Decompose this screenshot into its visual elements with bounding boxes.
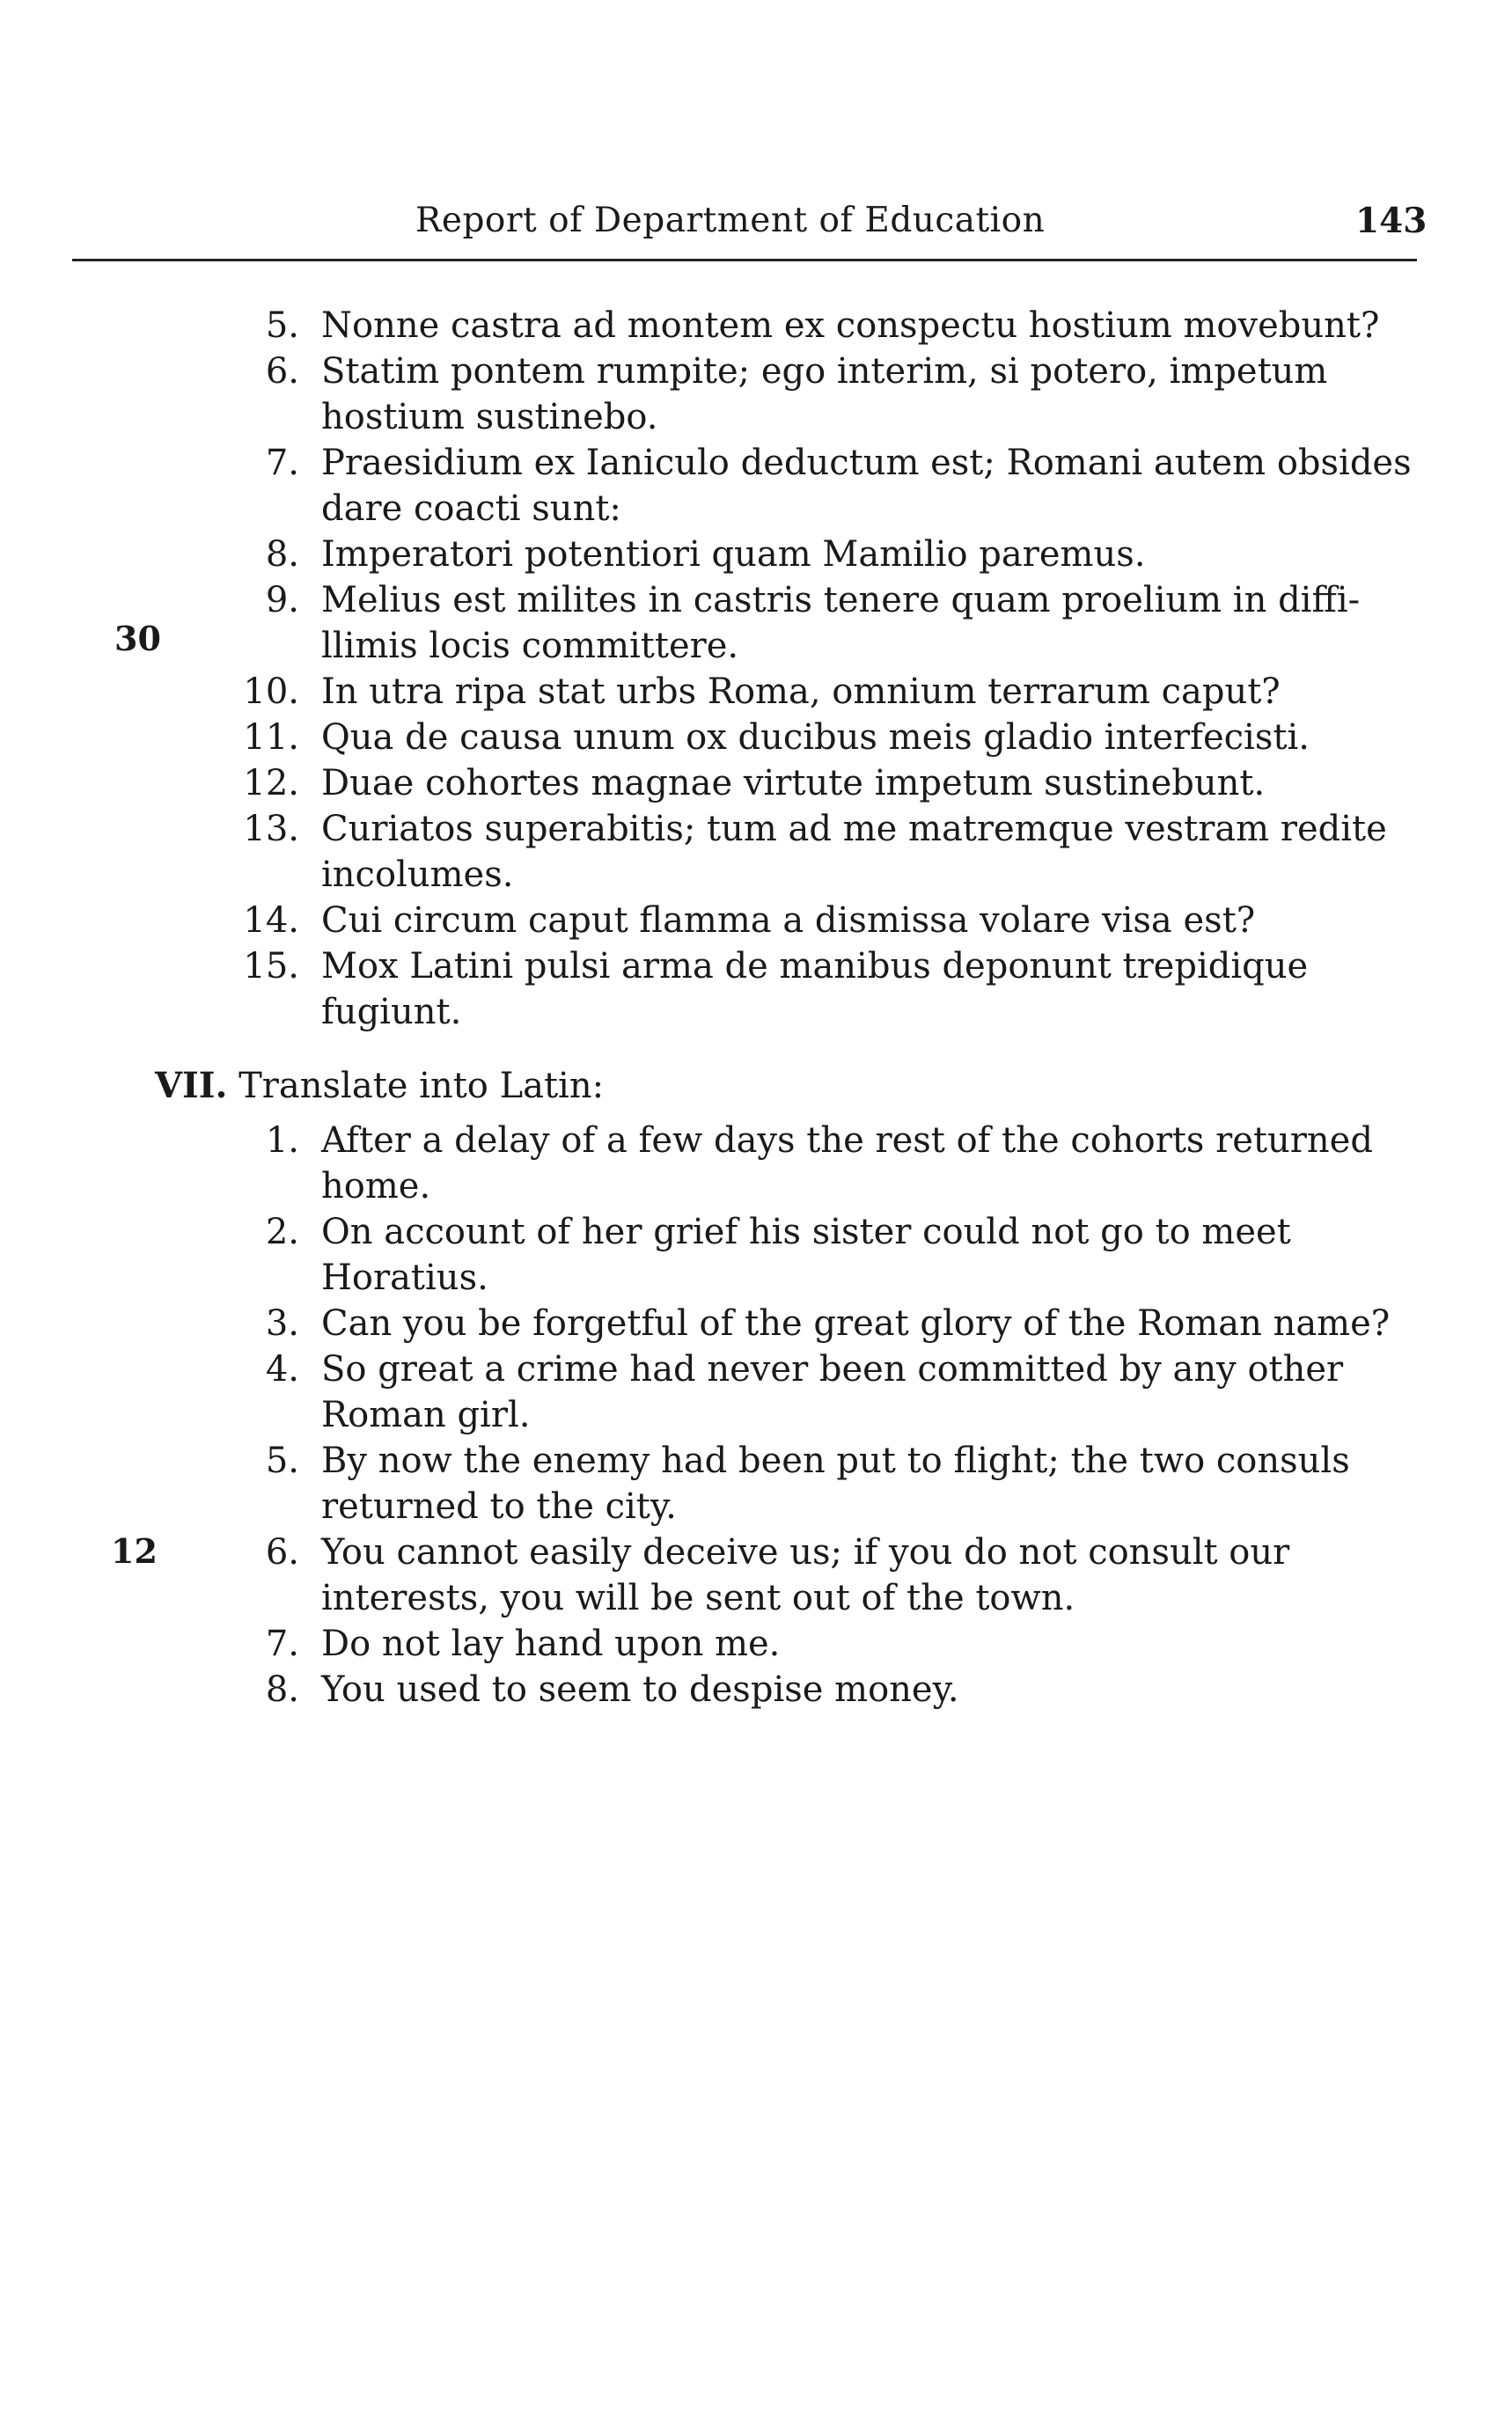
item-number: 9. [265, 580, 299, 620]
item-line: After a delay of a few days the rest of the cohorts returned [321, 1120, 1373, 1161]
item-number: 8. [265, 534, 299, 575]
item-line: interests, you will be sent out of the town. [321, 1578, 1075, 1618]
item-line: Mox Latini pulsi arma de manibus deponunt trepidique [321, 946, 1309, 987]
item-number: 6. [265, 351, 299, 392]
item-number: 7. [265, 1624, 299, 1664]
item-line: returned to the city. [321, 1486, 677, 1527]
margin-number-12: 12 [111, 1531, 158, 1571]
item-number: 2. [265, 1212, 299, 1252]
item-line: home. [321, 1166, 431, 1207]
item-line: incolumes. [321, 855, 514, 895]
item-number: 4. [265, 1349, 299, 1390]
item-line: By now the enemy had been put to flight; the two consuls [321, 1441, 1350, 1481]
item-line: Imperatori potentiori quam Mamilio paremus. [321, 534, 1146, 575]
item-number: 3. [265, 1303, 299, 1344]
item-number: 5. [265, 1441, 299, 1481]
item-line: You used to seem to despise money. [321, 1669, 959, 1710]
running-header [0, 201, 1512, 253]
section-heading [155, 1063, 604, 1109]
item-line: fugiunt. [321, 992, 462, 1032]
item-line: Curiatos superabitis; tum ad me matremque vestram redite [321, 809, 1387, 849]
item-number: 13. [243, 809, 299, 849]
item-line: In utra ripa stat urbs Roma, omnium terrarum caput? [321, 671, 1281, 712]
item-number: 8. [265, 1669, 299, 1710]
item-number: 10. [243, 671, 299, 712]
item-number: 12. [243, 763, 299, 803]
item-line: Statim pontem rumpite; ego interim, si potero, impetum [321, 351, 1328, 392]
item-line: Roman girl. [321, 1395, 531, 1435]
header-title: Report of Department of Education [415, 201, 1046, 240]
item-line: Qua de causa unum ox ducibus meis gladio interfecisti. [321, 717, 1310, 758]
item-number: 11. [243, 717, 299, 758]
item-line: You cannot easily deceive us; if you do not consult our [321, 1532, 1290, 1573]
item-number: 15. [243, 946, 299, 987]
margin-number-30: 30 [114, 619, 161, 658]
item-number: 6. [265, 1532, 299, 1573]
item-line: Praesidium ex Ianiculo deductum est; Romani autem obsides [321, 443, 1412, 483]
item-line: Do not lay hand upon me. [321, 1624, 781, 1664]
item-line: llimis locis committere. [321, 626, 739, 666]
page-number: 143 [1355, 201, 1428, 241]
section-title: Translate into Latin: [239, 1066, 605, 1106]
item-number: 7. [265, 443, 299, 483]
item-number: 1. [265, 1120, 299, 1161]
item-line: On account of her grief his sister could not go to meet [321, 1212, 1291, 1252]
section-numeral: VII. [155, 1065, 228, 1106]
item-line: dare coacti sunt: [321, 488, 621, 529]
item-line: Cui circum caput flamma a dismissa volare visa est? [321, 900, 1256, 941]
item-line: Horatius. [321, 1258, 488, 1298]
item-number: 14. [243, 900, 299, 941]
item-line: Duae cohortes magnae virtute impetum sustinebunt. [321, 763, 1266, 803]
item-line: Nonne castra ad montem ex conspectu hostium movebunt? [321, 305, 1380, 346]
item-line: So great a crime had never been committed by any other [321, 1349, 1344, 1390]
item-line: Can you be forgetful of the great glory of the Roman name? [321, 1303, 1391, 1344]
item-line: hostium sustinebo. [321, 397, 658, 437]
item-line: Melius est milites in castris tenere quam proelium in diffi- [321, 580, 1361, 620]
header-rule [72, 259, 1417, 261]
item-number: 5. [265, 305, 299, 346]
